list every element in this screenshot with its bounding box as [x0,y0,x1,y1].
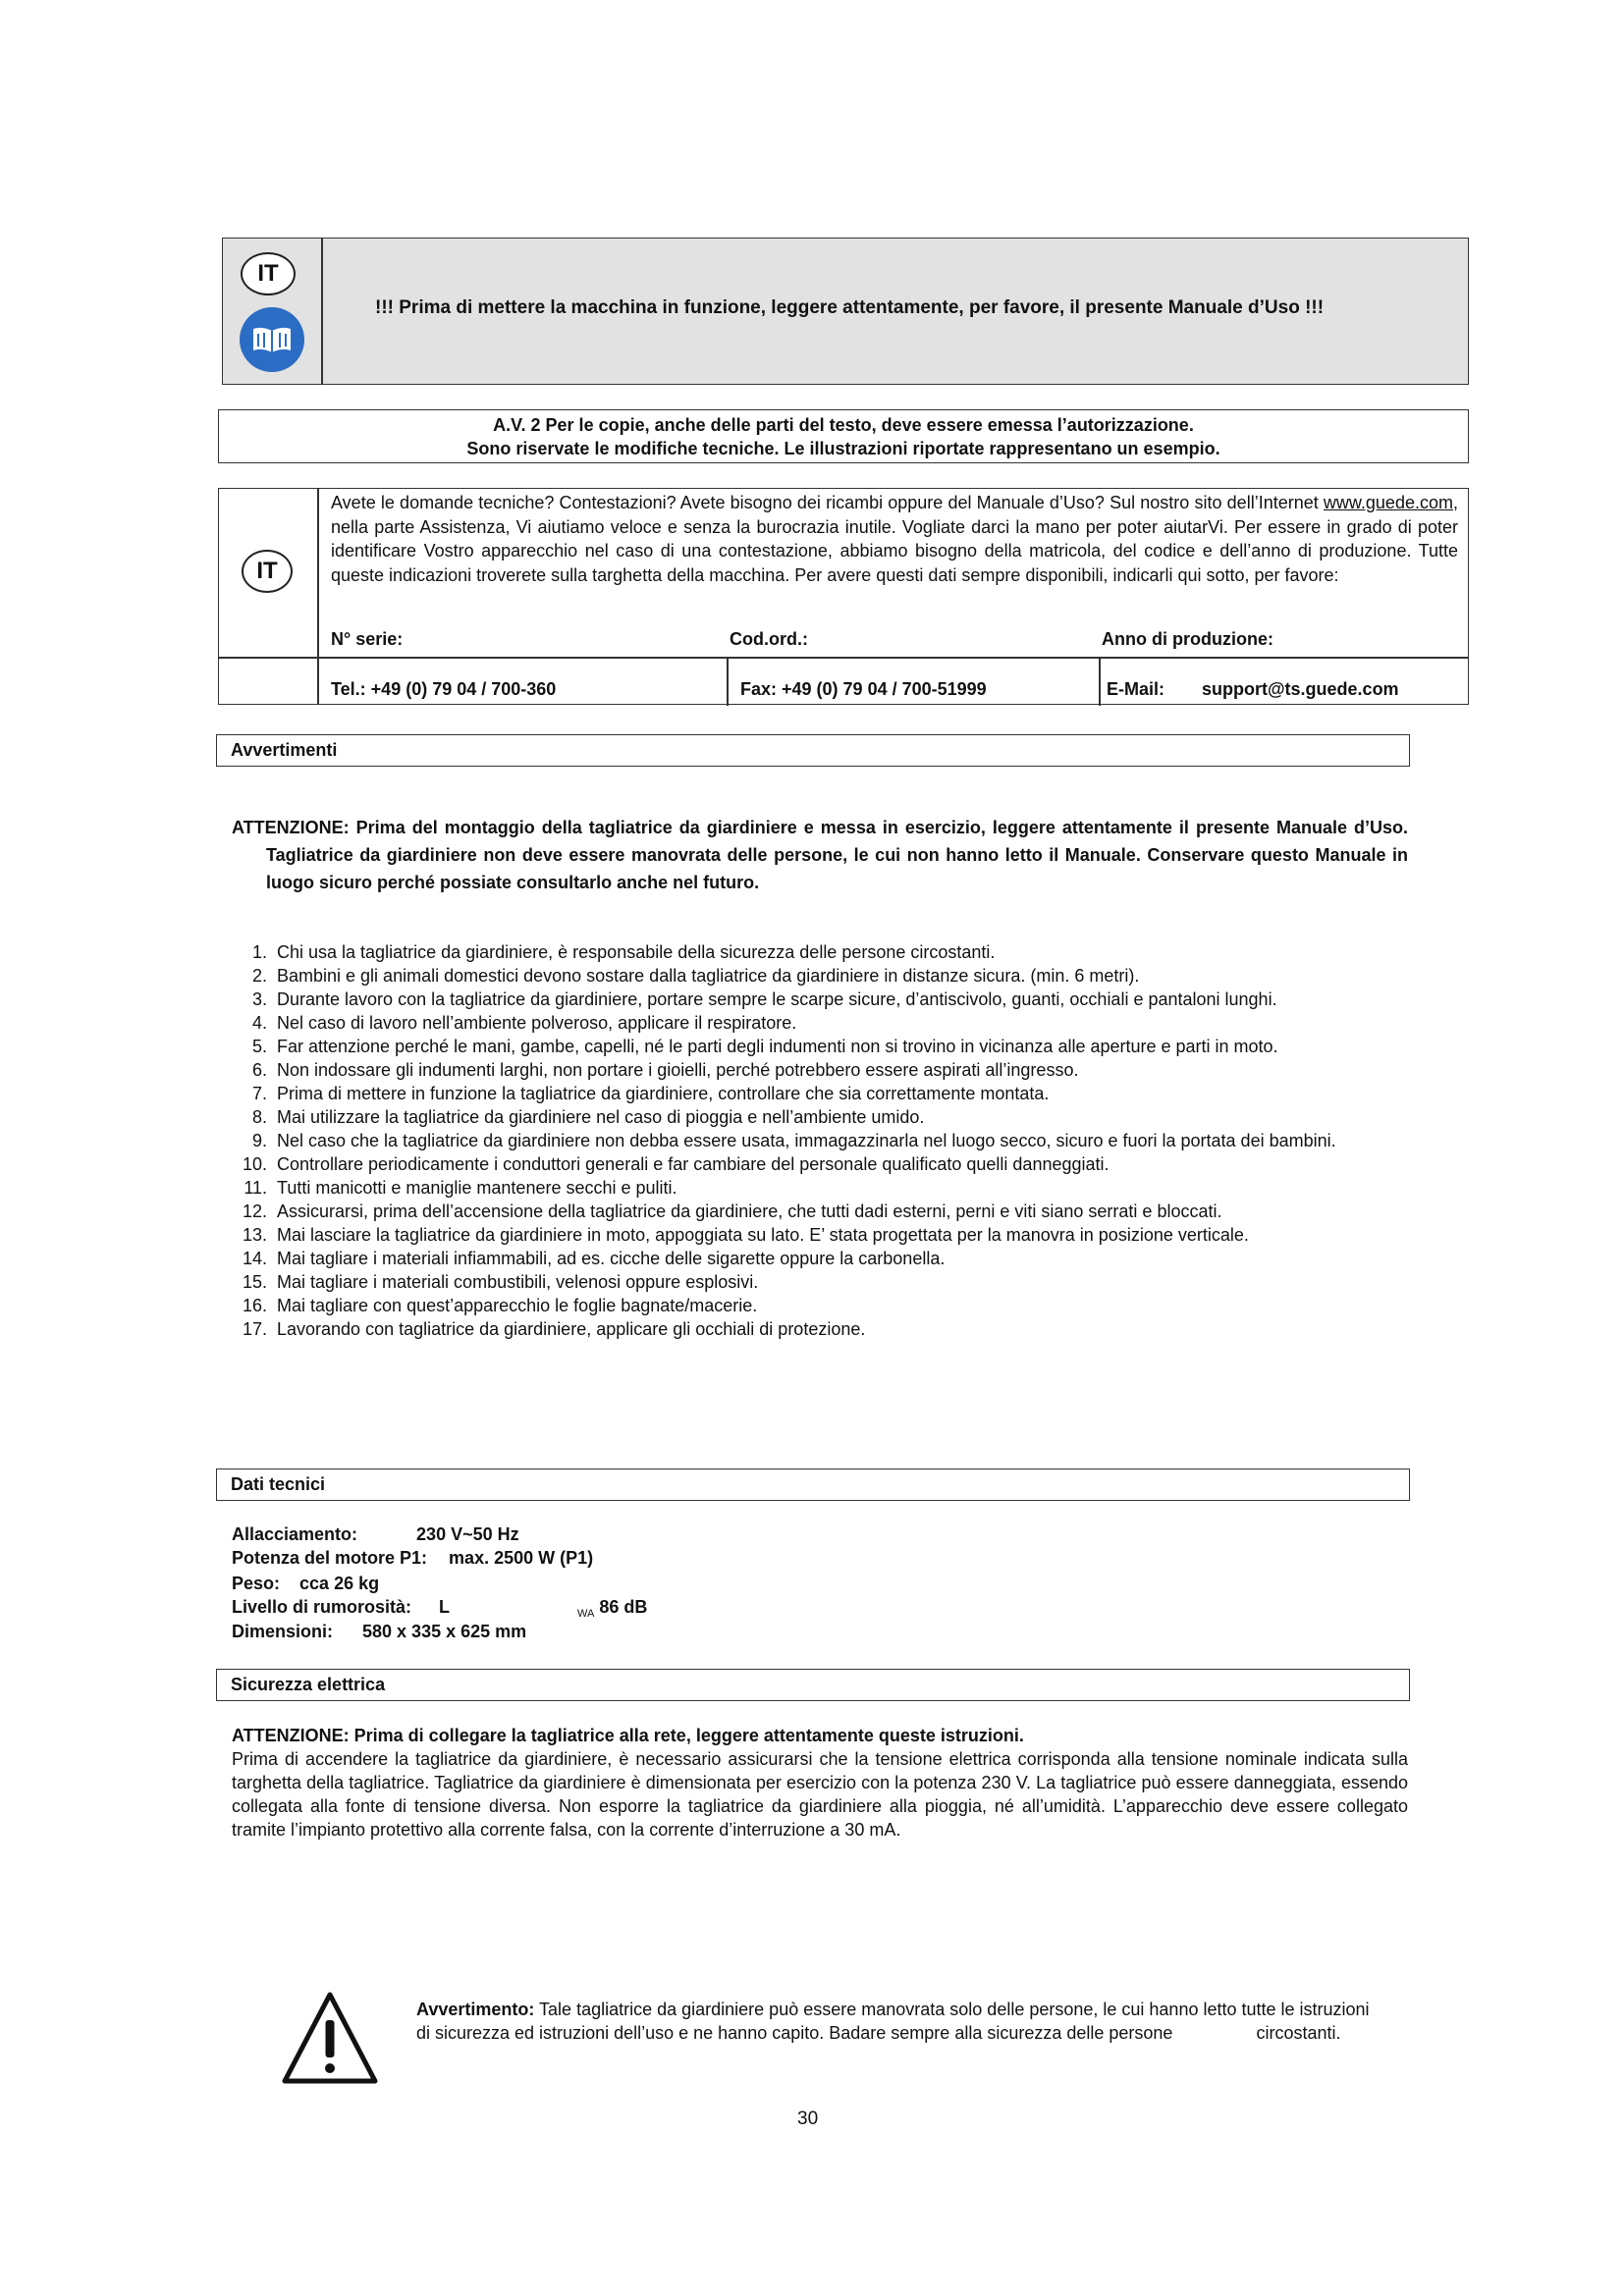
list-item: 3. Durante lavoro con la tagliatrice da giardiniere, portare sempre le scarpe sicure, d’antiscivolo, guanti, occhiali e pantaloni lunghi. [251,989,1277,1009]
connection-label: Allacciamento: [232,1524,358,1544]
contact-divider-mid2 [1099,657,1101,706]
contact-text-intro: Avete le domande tecniche? Contestazioni? Avete bisogno dei ricambi oppure del Manuale d’Uso? Sul nostro sito dell’Internet [331,493,1324,512]
dimensions-value: 580 x 335 x 625 mm [362,1622,527,1641]
language-badge: IT [242,550,293,593]
power-label: Potenza del motore P1: [232,1548,428,1568]
fax: Fax: +49 (0) 79 04 / 700-51999 [740,679,987,699]
list-item: 6. Non indossare gli indumenti larghi, non portare i gioielli, perché potrebbero essere aspirati all’ingresso. [251,1060,1079,1080]
list-item: 14. Mai tagliare i materiali infiammabili, ad es. cicche delle sigarette oppure la carbonella. [242,1249,946,1268]
av-notice-box [218,409,1469,463]
list-item: 15. Mai tagliare i materiali combustibili, velenosi oppure esplosivi. [242,1272,759,1292]
order-code-label: Cod.ord.: [730,629,808,649]
noise-symbol: L [439,1597,451,1617]
list-item: 4. Nel caso di lavoro nell’ambiente polveroso, applicare il respiratore. [251,1013,797,1033]
email-label: E-Mail: [1107,679,1165,699]
contact-divider-left [317,489,319,704]
electrical-text: Prima di accendere la tagliatrice da giardiniere, è necessario assicurarsi che la tensione elettrica corrisponda alla tensione nominale indicata sulla targhetta della tagliatrice. Tagliatrice da giardiniere è dimensionata per esercizio con la potenza 230 V. La tagliatrice può essere danneggiata, essendo collegata alla fonte di tensione diversa. Non esporre la tagliatrice da giardiniere alla pioggia, né all’umidità. L’apparecchio deve essere collegato tramite l’impianto protettivo alla corrente falsa, con la corrente d’interruzione a 30 mA. [232,1749,1408,1840]
list-item: 7. Prima di mettere in funzione la tagliatrice da giardiniere, controllare che sia correttamente montata. [251,1084,1050,1103]
tech-power [232,1548,593,1569]
contact-text [331,491,1458,587]
list-item: 12. Assicurarsi, prima dell’accensione della tagliatrice da giardiniere, che tutti dadi esterni, perni e viti siano serrati e bloccati. [242,1201,1222,1221]
list-item: 2. Bambini e gli animali domestici devono sostare dalla tagliatrice da giardiniere in distanze sicura. (min. 6 metri). [251,966,1140,986]
website-link[interactable]: www.guede.com [1323,493,1453,512]
attention-text: Prima del montaggio della tagliatrice da giardiniere e messa in esercizio, leggere attentamente il presente Manuale d’Uso. Tagliatrice da giardiniere non deve essere manovrata delle persone, le cui non hanno letto il Manuale. Conservare questo Manuale in luogo sicuro perché possiate consultarlo anche nel futuro. [266,818,1408,892]
tech-weight [232,1574,379,1594]
list-item: 9. Nel caso che la tagliatrice da giardiniere non debba essere usata, immagazzinarla nel luogo secco, sicuro e fuori la portata dei bambini. [251,1131,1336,1150]
power-value: max. 2500 W (P1) [449,1548,594,1568]
list-item: 8. Mai utilizzare la tagliatrice da giardiniere nel caso di pioggia e nell’ambiente umido. [251,1107,925,1127]
header-warning: !!! Prima di mettere la macchina in funzione, leggere attentamente, per favore, il presente Manuale d’Uso !!! [375,297,1325,318]
header-box [222,238,1469,385]
page-number: 30 [797,2109,819,2129]
footer-warning-label: Avvertimento: [416,2000,535,2019]
section-tech-title: Dati tecnici [216,1468,1410,1501]
electrical-attention: ATTENZIONE: Prima di collegare la tagliatrice alla rete, leggere attentamente queste istruzioni. [232,1726,1024,1745]
weight-value: cca 26 kg [299,1574,380,1593]
warnings-attention [232,814,1408,896]
contact-divider-mid1 [727,657,729,706]
contact-divider-row [219,657,1468,659]
weight-label: Peso: [232,1574,281,1593]
electrical-section [232,1724,1408,1842]
serial-number-label: N° serie: [331,629,404,649]
telephone: Tel.: +49 (0) 79 04 / 700-360 [331,679,557,699]
footer-warning [416,1998,1379,2045]
warnings-list [232,940,1410,1341]
footer-warning-text: Tale tagliatrice da giardiniere può essere manovrata solo delle persone, le cui hanno letto tutte le istruzioni di sicurezza ed istruzioni dell’uso e ne hanno capito. Badare sempre alla sicurezza delle persone [416,2000,1370,2043]
language-badge: IT [241,252,296,295]
connection-value: 230 V~50 Hz [416,1524,519,1544]
attention-label: ATTENZIONE: [232,818,350,837]
contact-table [218,488,1469,705]
tech-noise [232,1597,647,1620]
list-item: 17. Lavorando con tagliatrice da giardiniere, applicare gli occhiali di protezione. [242,1319,866,1339]
list-item: 16. Mai tagliare con quest’apparecchio le foglie bagnate/macerie. [242,1296,758,1315]
noise-value: 86 dB [599,1597,648,1617]
list-item: 13. Mai lasciare la tagliatrice da giardiniere in moto, appoggiata su lato. E’ stata progettata per la manovra in posizione verticale. [242,1225,1249,1245]
list-item: 5. Far attenzione perché le mani, gambe, capelli, né le parti degli indumenti non si trovino in vicinanza alle aperture e parti in moto. [251,1037,1278,1056]
manual-book-icon [240,307,304,372]
header-divider [321,239,323,384]
footer-warning-text-end: circostanti. [1256,2023,1341,2043]
av-notice-line2: Sono riservate le modifiche tecniche. Le illustrazioni riportate rappresentano un esempio. [466,439,1220,458]
contact-text-rest: , nella parte Assistenza, Vi aiutiamo veloce e senza la burocrazia inutile. Vogliate darci la mano per poter aiutarVi. Per essere in grado di poter identificare Vostro apparecchio nel caso di una contestazione, abbiamo bisogno della matricola, del codice e dell’anno di produzione. Tutte queste indicazioni troverete sulla targhetta della macchina. Per avere questi dati sempre disponibili, indicarli qui sotto, per favore: [331,493,1458,585]
noise-label: Livello di rumorosità: [232,1597,412,1617]
list-item: 11. Tutti manicotti e maniglie mantenere secchi e puliti. [244,1178,677,1198]
production-year-label: Anno di produzione: [1102,629,1273,649]
dimensions-label: Dimensioni: [232,1622,334,1641]
list-item: 1. Chi usa la tagliatrice da giardiniere, è responsabile della sicurezza delle persone circostanti. [251,942,996,962]
noise-subscript: WA [577,1608,595,1620]
list-item: 10. Controllare periodicamente i conduttori generali e far cambiare del personale qualificato quelli danneggiati. [242,1154,1110,1174]
section-electrical-title: Sicurezza elettrica [216,1669,1410,1701]
tech-dimensions [232,1622,526,1642]
warning-triangle-icon [281,1991,379,2090]
section-warnings-title: Avvertimenti [216,734,1410,767]
tech-connection [232,1524,519,1545]
av-notice-line1: A.V. 2 Per le copie, anche delle parti del testo, deve essere emessa l’autorizzazione. [493,415,1194,435]
email-address[interactable]: support@ts.guede.com [1202,679,1399,699]
